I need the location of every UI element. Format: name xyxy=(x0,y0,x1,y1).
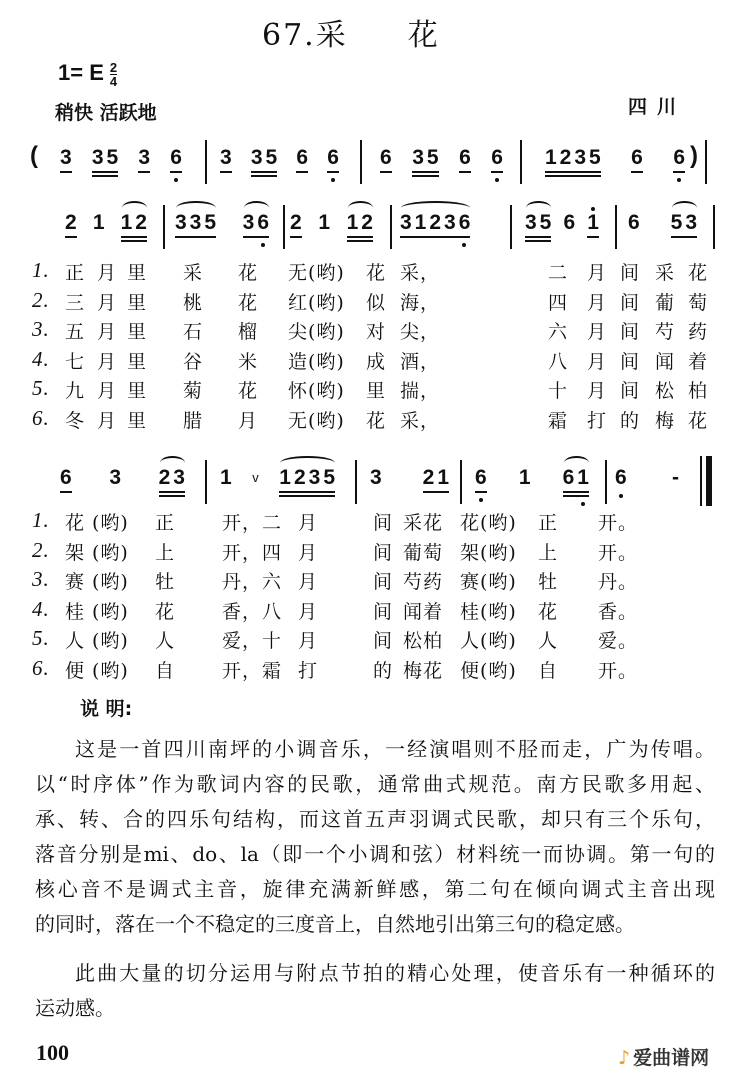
lyric-syllable: 花 xyxy=(65,512,86,534)
verse-number: 2. xyxy=(32,537,50,562)
lyric-syllable: 开。 xyxy=(598,659,639,682)
lyric-syllable: 花 xyxy=(366,262,387,284)
measure xyxy=(60,466,188,502)
note-group: 35 xyxy=(412,146,441,170)
lyric-syllable: 九 xyxy=(65,380,86,402)
note-group: 2 xyxy=(290,211,305,235)
measure xyxy=(290,211,376,247)
measure xyxy=(175,211,272,247)
lyric-syllable: 赛(哟) xyxy=(460,571,517,593)
note-group: 3 xyxy=(60,146,75,170)
description-line: 核心音不是调式主音，旋律充满新鲜感，第二句在倾向调式主音出现 xyxy=(35,877,715,901)
note-group: 335 xyxy=(175,211,219,235)
note-group: v xyxy=(252,470,262,485)
note-group: 6 xyxy=(615,466,630,490)
lyric-syllable: 打 xyxy=(587,409,608,432)
lyric-syllable: 花(哟) xyxy=(460,512,517,534)
verse-number: 4. xyxy=(32,596,50,621)
note-group: 6 xyxy=(673,146,688,170)
measure xyxy=(220,466,338,502)
lyric-syllable: 尖(哟) xyxy=(288,321,345,343)
description-line: 的同时，落在一个不稳定的三度音上，自然地引出第三句的稳定感。 xyxy=(35,912,635,936)
bar-line xyxy=(390,205,392,249)
note-group: 3 xyxy=(109,466,124,489)
measure xyxy=(220,146,342,182)
lyric-syllable: 月 xyxy=(298,541,319,564)
lyric-syllable: 梅 xyxy=(655,409,676,432)
lyric-syllable: 六 xyxy=(548,321,569,343)
final-bar-thick xyxy=(706,456,712,506)
note-group: 1 xyxy=(220,466,235,489)
lyric-syllable: (哟) xyxy=(92,512,129,534)
measure xyxy=(400,211,502,247)
lyric-syllable: 自 xyxy=(155,659,176,682)
measure xyxy=(615,466,682,502)
lyric-syllable: 石 xyxy=(183,321,204,343)
lyric-syllable: 人(哟) xyxy=(460,630,517,652)
song-title: 67.采 花 xyxy=(262,18,440,53)
lyric-syllable: 牡 xyxy=(155,571,176,593)
measure xyxy=(60,146,185,182)
lyric-syllable: 十 xyxy=(548,380,569,402)
description-line: 这是一首四川南坪的小调音乐，一经演唱则不胫而走，广为传唱。 xyxy=(75,737,715,761)
measure xyxy=(370,466,452,502)
description-line: 运动感。 xyxy=(35,996,115,1020)
lyric-syllable: 月 xyxy=(97,291,118,314)
notes-heading: 说 明: xyxy=(80,698,133,720)
lyric-syllable: 的 xyxy=(620,409,641,432)
bar-line xyxy=(615,205,617,249)
lyric-syllable: 揣， xyxy=(400,380,441,402)
measure xyxy=(525,211,602,247)
lyric-syllable: 花 xyxy=(155,600,176,623)
note-group: 6 xyxy=(631,146,646,170)
verse-number: 5. xyxy=(32,376,50,400)
lyric-syllable: 间 xyxy=(373,600,394,623)
lyric-syllable: (哟) xyxy=(92,541,129,564)
note-group: 6 xyxy=(380,146,395,170)
lyric-syllable: 二 xyxy=(262,512,283,534)
lyric-syllable: 二 xyxy=(548,262,569,284)
lyric-syllable: 间 xyxy=(620,380,641,402)
lyric-syllable: 丹， xyxy=(222,571,263,593)
note-group: 6 xyxy=(475,466,490,490)
lyric-syllable: (哟) xyxy=(92,659,129,682)
note-group: 12 xyxy=(347,211,376,235)
note-group: 1235 xyxy=(279,466,338,490)
lyric-syllable: 桃 xyxy=(183,291,204,314)
repeat-paren-close: ) xyxy=(690,142,698,169)
verse-number: 1. xyxy=(32,508,50,532)
lyric-syllable: 人 xyxy=(155,630,176,652)
lyric-syllable: 月 xyxy=(298,630,319,652)
lyric-syllable: 打 xyxy=(298,659,319,682)
lyric-syllable: 开， xyxy=(222,541,263,564)
lyric-syllable: 六 xyxy=(262,571,283,593)
time-signature: $\frac{2}{4}$ xyxy=(109,59,118,89)
description-line: 承、转、合的四乐句结构，而这首五声羽调式民歌，却只有三个乐句， xyxy=(35,807,715,831)
lyric-syllable: 间 xyxy=(620,321,641,343)
verse-number: 4. xyxy=(32,346,50,371)
bar-line xyxy=(605,460,607,504)
lyric-syllable: 里 xyxy=(127,262,148,284)
note-group: - xyxy=(672,466,682,489)
lyric-syllable: 似 xyxy=(366,291,387,314)
notation-staff xyxy=(0,140,750,190)
lyric-syllable: 开， xyxy=(222,659,263,682)
measure xyxy=(65,211,150,247)
lyric-syllable: 花 xyxy=(366,409,387,432)
lyric-syllable: 正 xyxy=(538,512,559,534)
description-line: 以“时序体”作为歌词内容的民歌，通常曲式规范。南方民歌多用起、 xyxy=(35,772,715,796)
note-group: 1 xyxy=(92,211,108,234)
lyric-syllable: 月 xyxy=(238,409,259,432)
lyric-syllable: 花 xyxy=(238,380,259,402)
bar-line xyxy=(205,460,207,504)
note-group: 1 xyxy=(318,211,333,234)
lyric-syllable: 间 xyxy=(620,291,641,314)
lyric-syllable: 花 xyxy=(688,409,709,432)
lyric-syllable: 人 xyxy=(65,630,86,652)
verse-number: 6. xyxy=(32,405,50,430)
lyric-syllable: 开。 xyxy=(598,541,639,564)
lyric-syllable: 花 xyxy=(238,291,259,314)
lyric-syllable: 便(哟) xyxy=(460,659,517,682)
lyric-syllable: 芍药 xyxy=(403,571,444,593)
lyric-syllable: 月 xyxy=(97,409,118,432)
measure xyxy=(475,466,592,502)
lyric-syllable: 三 xyxy=(65,291,86,314)
repeat-paren-open: ( xyxy=(30,142,38,169)
description-line: 落音分别是mi、do、la（即一个小调和弦）材料统一而协调。第一句的 xyxy=(35,842,715,866)
lyric-syllable: 尖， xyxy=(400,321,441,343)
lyric-syllable: 采花 xyxy=(403,512,444,534)
verse-number: 2. xyxy=(32,287,50,312)
note-group: 21 xyxy=(423,466,452,490)
lyric-syllable: 七 xyxy=(65,350,86,373)
lyric-syllable: 爱， xyxy=(222,630,263,652)
lyric-syllable: 月 xyxy=(97,380,118,402)
note-group: 1 xyxy=(518,466,534,489)
lyric-syllable: 八 xyxy=(548,350,569,373)
bar-line xyxy=(283,205,285,249)
lyric-syllable: 里 xyxy=(127,291,148,314)
note-group: 6 xyxy=(491,146,506,170)
final-bar-thin xyxy=(700,456,702,506)
note-group: 6 xyxy=(628,211,643,234)
lyric-syllable: 米 xyxy=(238,350,259,373)
lyric-syllable: 架(哟) xyxy=(460,541,517,564)
lyric-syllable: 闻着 xyxy=(403,600,444,623)
lyric-syllable: 间 xyxy=(373,512,394,534)
lyric-syllable: 桂 xyxy=(65,600,86,623)
note-group: 36 xyxy=(243,211,272,235)
lyric-syllable: 松柏 xyxy=(403,630,444,652)
lyric-syllable: 赛 xyxy=(65,571,86,593)
lyric-syllable: 采， xyxy=(400,409,441,432)
bar-line xyxy=(460,460,462,504)
lyric-syllable: 里 xyxy=(127,350,148,373)
lyric-syllable: 榴 xyxy=(238,321,259,343)
lyric-syllable: 开， xyxy=(222,512,263,534)
note-group: 12 xyxy=(121,211,150,235)
lyric-syllable: 花 xyxy=(688,262,709,284)
note-group: 6 xyxy=(459,146,474,170)
lyric-syllable: 葡萄 xyxy=(403,541,444,564)
lyric-syllable: 霜 xyxy=(262,659,283,682)
lyric-syllable: 成 xyxy=(366,350,387,373)
lyric-syllable: 人 xyxy=(538,630,559,652)
lyric-syllable: 月 xyxy=(587,262,608,284)
lyric-syllable: 月 xyxy=(298,600,319,623)
note-group: 1235 xyxy=(545,146,604,170)
lyric-syllable: 上 xyxy=(538,541,559,564)
page-number: 100 xyxy=(36,1040,69,1065)
bar-line xyxy=(520,140,522,184)
lyric-syllable: 月 xyxy=(587,291,608,314)
lyric-syllable: 霜 xyxy=(548,409,569,432)
verse-number: 3. xyxy=(32,567,50,591)
lyric-syllable: 对 xyxy=(366,321,387,343)
region-label: 四川 xyxy=(628,96,687,118)
note-group: 6 xyxy=(60,466,75,490)
lyric-syllable: 月 xyxy=(298,571,319,593)
lyric-syllable: 闻 xyxy=(655,350,676,373)
verse-number: 5. xyxy=(32,626,50,650)
lyric-syllable: 红(哟) xyxy=(288,291,345,314)
note-group: 53 xyxy=(671,211,700,235)
note-group: 6 xyxy=(327,146,342,170)
lyric-syllable: 牡 xyxy=(538,571,559,593)
lyric-syllable: 间 xyxy=(373,541,394,564)
bar-line xyxy=(163,205,165,249)
lyric-syllable: 花 xyxy=(238,262,259,284)
lyric-syllable: 造(哟) xyxy=(288,350,345,373)
note-group: 6 xyxy=(563,211,579,234)
bar-line xyxy=(205,140,207,184)
lyric-syllable: 无(哟) xyxy=(288,262,345,284)
bar-line xyxy=(355,460,357,504)
lyric-syllable: 海， xyxy=(400,291,441,314)
notation-staff xyxy=(0,205,750,255)
lyric-syllable: 采 xyxy=(183,262,204,284)
lyric-syllable: 香， xyxy=(222,600,263,623)
lyric-syllable: (哟) xyxy=(92,630,129,652)
lyric-syllable: 月 xyxy=(587,321,608,343)
lyric-syllable: 萄 xyxy=(688,291,709,314)
notation-staff xyxy=(0,460,750,510)
note-group: 1 xyxy=(587,211,602,235)
note-group: 61 xyxy=(563,466,592,490)
lyric-syllable: 间 xyxy=(620,262,641,284)
lyric-syllable: 爱。 xyxy=(598,630,639,652)
lyric-syllable: (哟) xyxy=(92,571,129,593)
note-group: 35 xyxy=(525,211,554,235)
lyric-syllable: 月 xyxy=(587,380,608,402)
lyric-syllable: 的 xyxy=(373,659,394,682)
lyric-syllable: 酒， xyxy=(400,350,441,373)
lyric-syllable: 桂(哟) xyxy=(460,600,517,623)
note-group: 6 xyxy=(170,146,185,170)
lyric-syllable: 葡 xyxy=(655,291,676,314)
lyric-syllable: 月 xyxy=(97,321,118,343)
key-signature: 1= E $\frac{2}{4}$ xyxy=(58,59,118,89)
lyric-syllable: 采 xyxy=(655,262,676,284)
lyric-syllable: 无(哟) xyxy=(288,409,345,432)
lyric-syllable: 芍 xyxy=(655,321,676,343)
lyric-syllable: 柏 xyxy=(688,380,709,402)
lyric-syllable: (哟) xyxy=(92,600,129,623)
lyric-syllable: 月 xyxy=(97,262,118,284)
lyric-syllable: 着 xyxy=(688,350,709,373)
lyric-syllable: 四 xyxy=(262,541,283,564)
verse-number: 3. xyxy=(32,317,50,341)
lyric-syllable: 采， xyxy=(400,262,441,284)
verse-number: 1. xyxy=(32,258,50,282)
lyric-syllable: 正 xyxy=(155,512,176,534)
note-group: 3 xyxy=(138,146,153,170)
note-group: 23 xyxy=(159,466,188,490)
lyric-syllable: 松 xyxy=(655,380,676,402)
lyric-syllable: 四 xyxy=(548,291,569,314)
lyric-syllable: 花 xyxy=(538,600,559,623)
lyric-syllable: 月 xyxy=(298,512,319,534)
note-group: 35 xyxy=(92,146,121,170)
lyric-syllable: 十 xyxy=(262,630,283,652)
lyric-syllable: 间 xyxy=(373,630,394,652)
bar-line xyxy=(510,205,512,249)
description-line: 此曲大量的切分运用与附点节拍的精心处理，使音乐有一种循环的 xyxy=(75,961,715,985)
lyric-syllable: 谷 xyxy=(183,350,204,373)
measure xyxy=(628,211,700,247)
note-group: 31236 xyxy=(400,211,473,235)
watermark-logo: ♪ 爱曲谱网 xyxy=(618,1047,710,1069)
lyric-syllable: 香。 xyxy=(598,600,639,623)
lyric-syllable: 丹。 xyxy=(598,571,639,593)
lyric-syllable: 里 xyxy=(127,321,148,343)
bar-line xyxy=(360,140,362,184)
verse-number: 6. xyxy=(32,655,50,680)
measure xyxy=(545,146,688,182)
lyric-syllable: 冬 xyxy=(65,409,86,432)
music-note-icon: ♪ xyxy=(618,1047,631,1069)
note-group: 6 xyxy=(296,146,311,170)
note-group: 2 xyxy=(65,211,80,235)
bar-line xyxy=(713,205,715,249)
tempo-marking: 稍快 活跃地 xyxy=(55,102,157,124)
lyric-syllable: 五 xyxy=(65,321,86,343)
lyric-syllable: 开。 xyxy=(598,512,639,534)
lyric-syllable: 药 xyxy=(688,321,709,343)
lyric-syllable: 里 xyxy=(127,409,148,432)
lyric-syllable: 自 xyxy=(538,659,559,682)
lyric-syllable: 月 xyxy=(97,350,118,373)
lyric-syllable: 里 xyxy=(366,380,387,402)
lyric-syllable: 菊 xyxy=(183,380,204,402)
lyric-syllable: 架 xyxy=(65,541,86,564)
lyric-syllable: 间 xyxy=(620,350,641,373)
lyric-syllable: 便 xyxy=(65,659,86,682)
note-group: 3 xyxy=(370,466,385,489)
lyric-syllable: 正 xyxy=(65,262,86,284)
lyric-syllable: 怀(哟) xyxy=(288,380,345,402)
lyric-syllable: 八 xyxy=(262,600,283,623)
bar-line xyxy=(705,140,707,184)
lyric-syllable: 月 xyxy=(587,350,608,373)
lyric-syllable: 里 xyxy=(127,380,148,402)
note-group: 3 xyxy=(220,146,235,170)
measure xyxy=(380,146,506,182)
lyric-syllable: 腊 xyxy=(183,409,204,432)
lyric-syllable: 上 xyxy=(155,541,176,564)
lyric-syllable: 梅花 xyxy=(403,659,444,682)
note-group: 35 xyxy=(251,146,280,170)
lyric-syllable: 间 xyxy=(373,571,394,593)
